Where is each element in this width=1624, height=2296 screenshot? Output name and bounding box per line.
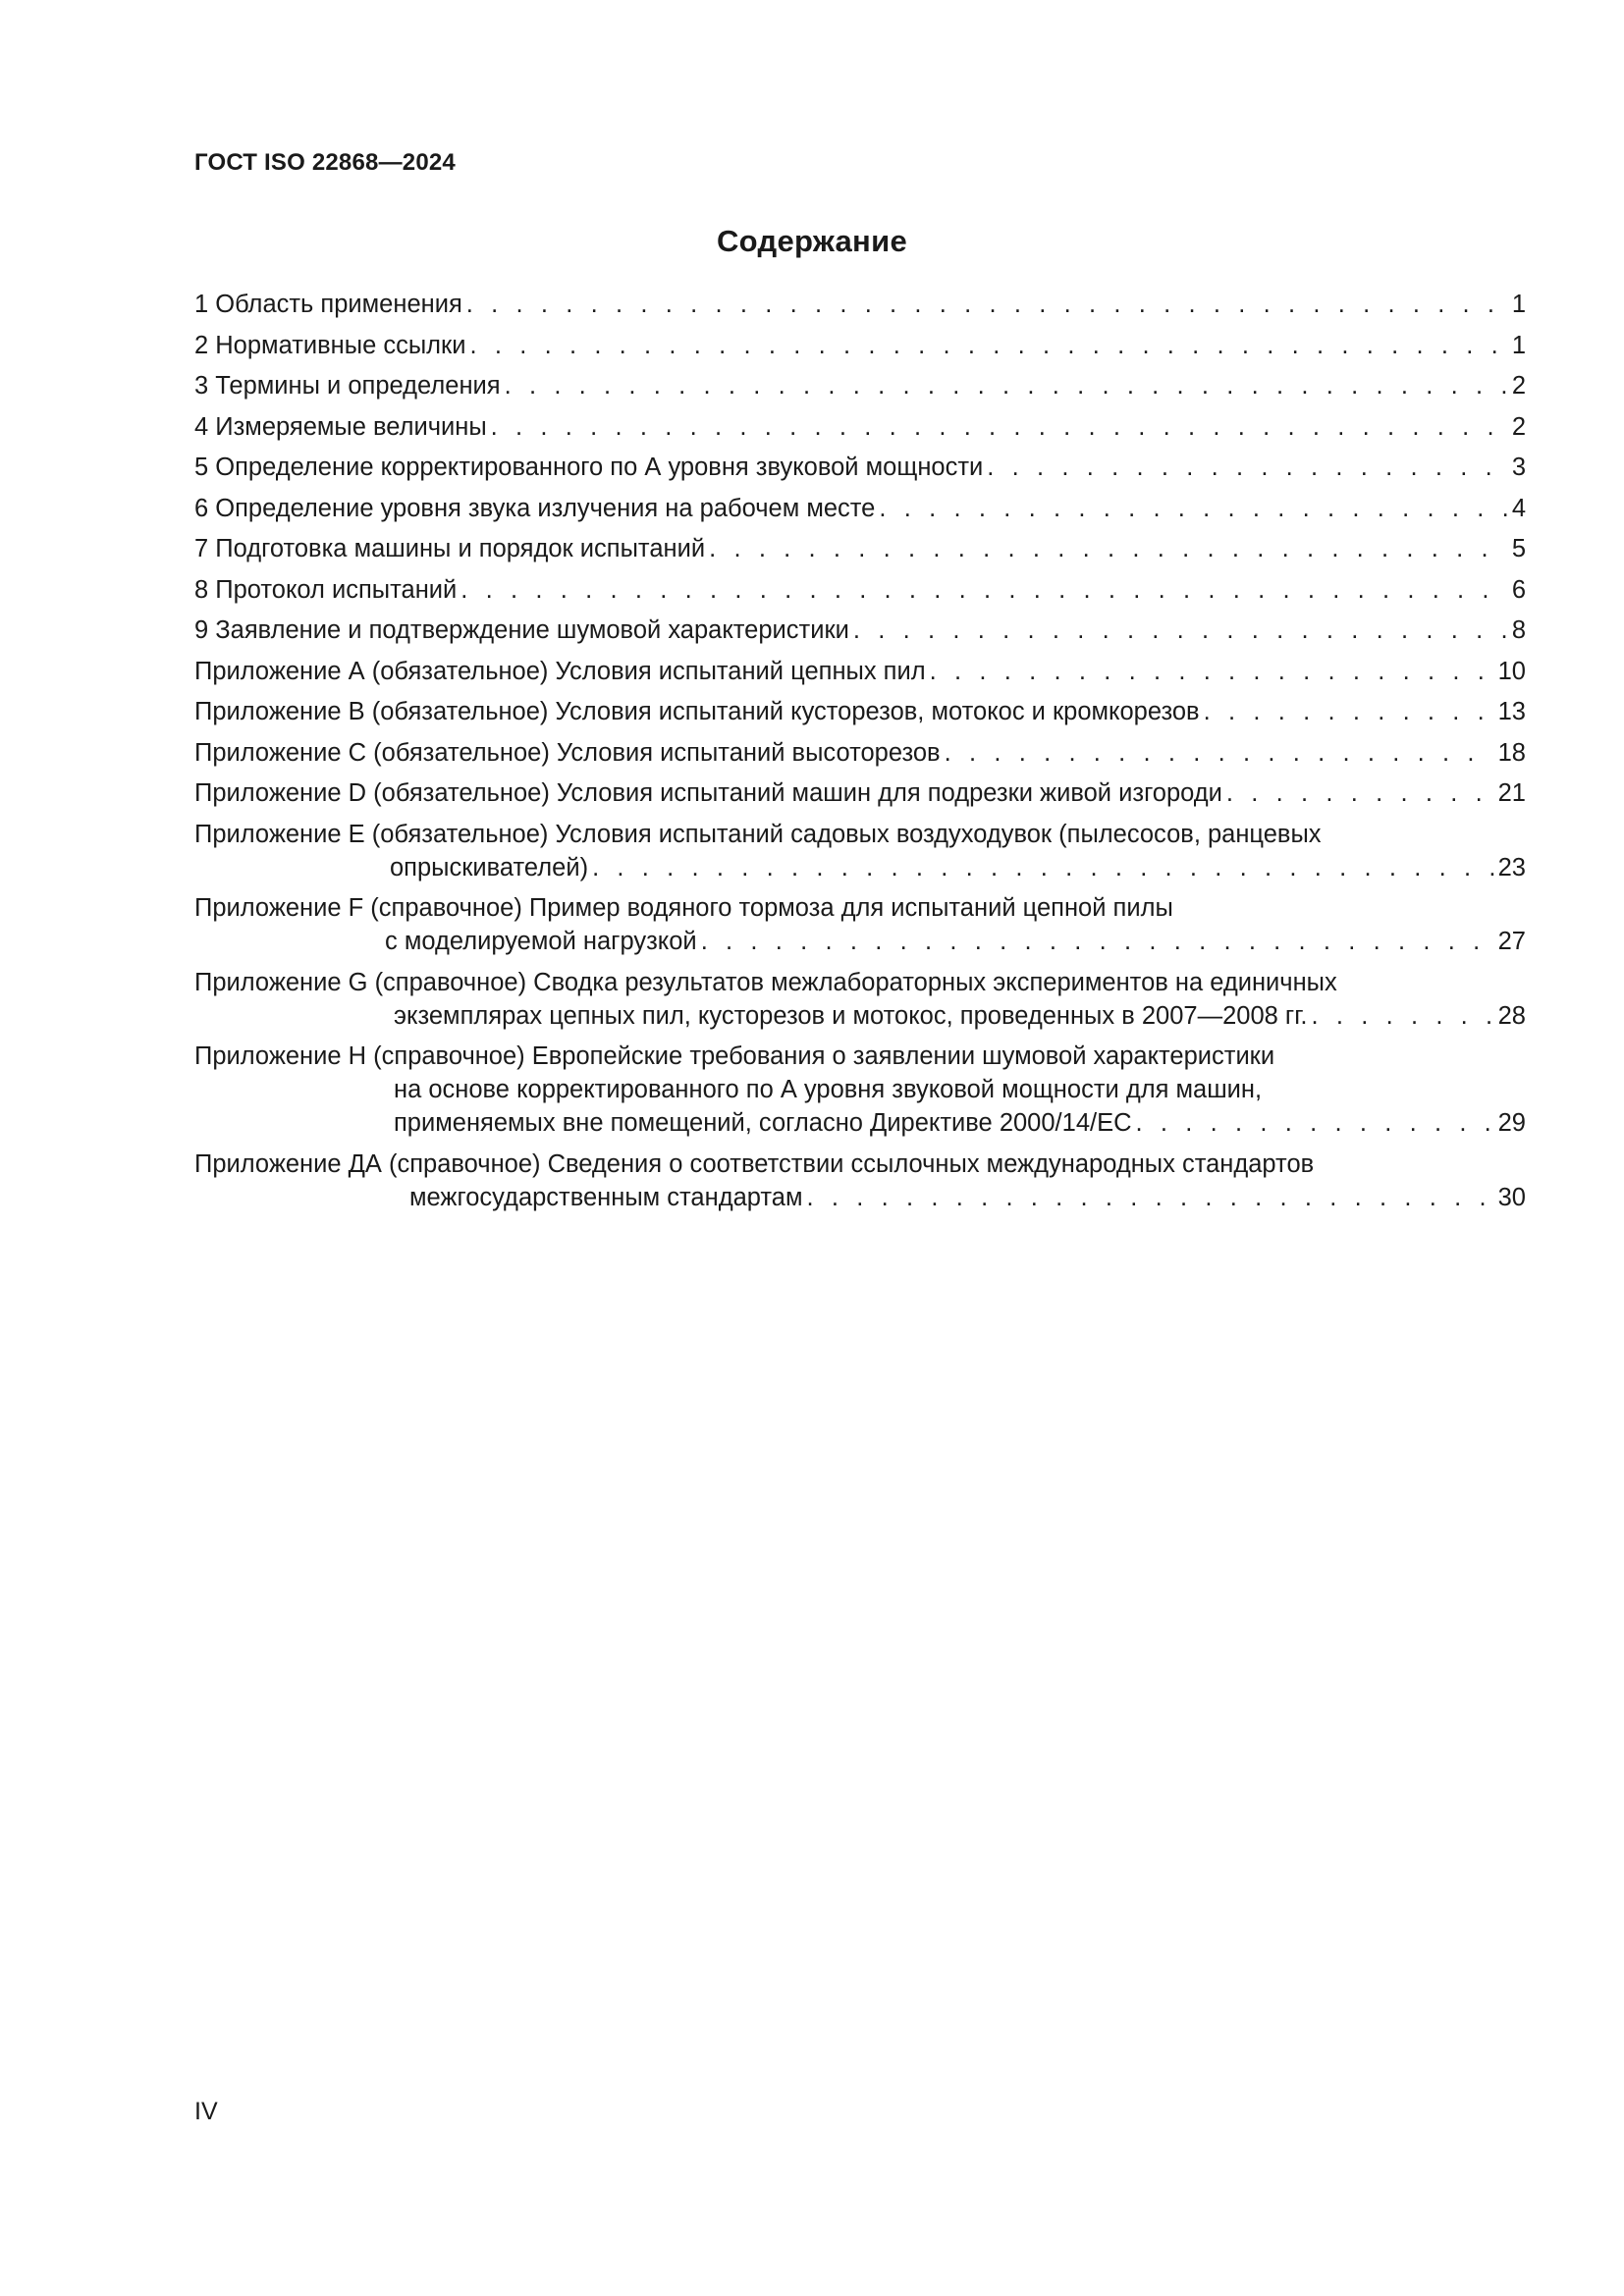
toc-entry-3[interactable] [194, 369, 1526, 410]
toc-entry-annex-a[interactable] [194, 655, 1526, 696]
toc-entry-9[interactable] [194, 614, 1526, 655]
toc-entry-annex-f[interactable] [194, 891, 1526, 958]
toc-entry-label: Приложение А (обязательное) Условия испытаний цепных пил [194, 657, 926, 685]
dot-leader [469, 329, 1507, 362]
page-number: IV [194, 2098, 218, 2125]
toc-entry-label-cont: экземплярах цепных пил, кусторезов и мотокос, проведенных в 2007—2008 гг. [394, 1001, 1308, 1030]
dot-leader [879, 492, 1507, 525]
toc-entry-label: 7 Подготовка машины и порядок испытаний [194, 535, 706, 562]
dot-leader [1311, 999, 1493, 1033]
toc-entry-annex-h[interactable] [194, 1040, 1526, 1140]
dot-leader [701, 925, 1494, 958]
dot-leader [466, 288, 1508, 321]
dot-leader [930, 655, 1494, 688]
toc-entry-page: 4 [1511, 494, 1526, 522]
toc-entry-page: 18 [1497, 738, 1526, 767]
toc-entry-label: 9 Заявление и подтверждение шумовой характеристики [194, 616, 849, 644]
toc-entry-label: 6 Определение уровня звука излучения на рабочем месте [194, 494, 876, 522]
dot-leader [460, 573, 1508, 607]
toc-entry-label: 3 Термины и определения [194, 372, 501, 400]
document-code: ГОСТ ISO 22868—2024 [194, 149, 456, 176]
toc-entry-label-cont: межгосударственным стандартам [409, 1183, 803, 1211]
toc-entry-label: Приложение G (справочное) Сводка результатов межлабораторных экспериментов на единичных [194, 968, 1337, 996]
toc-entry-label: 5 Определение корректированного по А уровня звуковой мощности [194, 454, 984, 481]
toc-entry-annex-da[interactable] [194, 1148, 1526, 1214]
dot-leader [491, 410, 1508, 444]
toc-entry-label: Приложение D (обязательное) Условия испытаний машин для подрезки живой изгороди [194, 779, 1222, 807]
toc-entry-label: Приложение ДА (справочное) Сведения о соответствии ссылочных международных стандартов [194, 1149, 1315, 1178]
toc-entry-annex-b[interactable] [194, 695, 1526, 736]
toc-entry-annex-g[interactable] [194, 966, 1526, 1033]
toc-entry-5[interactable] [194, 451, 1526, 492]
toc-entry-page: 1 [1511, 331, 1526, 359]
dot-leader [1226, 776, 1494, 810]
toc-entry-label: 8 Протокол испытаний [194, 575, 458, 604]
dot-leader [1136, 1106, 1494, 1140]
toc-entry-page: 6 [1511, 575, 1526, 604]
toc-entry-annex-d[interactable] [194, 776, 1526, 818]
toc-entry-page: 30 [1497, 1183, 1526, 1211]
toc-entry-label: Приложение В (обязательное) Условия испытаний кусторезов, мотокос и кромкорезов [194, 698, 1200, 725]
toc-entry-page: 8 [1511, 616, 1526, 644]
toc-entry-8[interactable] [194, 573, 1526, 614]
toc-entry-label: Приложение С (обязательное) Условия испытаний высоторезов [194, 738, 941, 767]
dot-leader [592, 851, 1494, 884]
toc-entry-page: 3 [1511, 454, 1526, 481]
toc-entry-label: 4 Измеряемые величины [194, 412, 487, 441]
toc-entry-label: 1 Область применения [194, 291, 462, 318]
dot-leader [987, 451, 1508, 484]
toc-entry-label: Приложение Н (справочное) Европейские требования о заявлении шумовой характеристики [194, 1042, 1275, 1070]
toc-entry-label: Приложение Е (обязательное) Условия испытаний садовых воздуходувок (пылесосов, ранцевых [194, 820, 1322, 848]
toc-entry-1[interactable] [194, 288, 1526, 329]
toc-entry-page: 23 [1497, 853, 1526, 881]
toc-entry-page: 2 [1511, 372, 1526, 400]
toc-entry-label-cont: применяемых вне помещений, согласно Директиве 2000/14/ЕС [394, 1109, 1132, 1137]
dot-leader [853, 614, 1508, 647]
dot-leader [505, 369, 1508, 402]
toc-entry-page: 10 [1497, 657, 1526, 685]
toc-entry-2[interactable] [194, 329, 1526, 370]
toc-entry-label: 2 Нормативные ссылки [194, 331, 466, 359]
toc-entry-page: 27 [1497, 928, 1526, 955]
dot-leader [709, 532, 1508, 565]
toc-entry-annex-c[interactable] [194, 736, 1526, 777]
toc-entry-7[interactable] [194, 532, 1526, 573]
toc-entry-page: 29 [1497, 1109, 1526, 1137]
toc-entry-label-cont: опрыскивателей) [390, 853, 589, 881]
toc-entry-page: 21 [1497, 779, 1526, 807]
toc-entry-label-cont: на основе корректированного по А уровня звуковой мощности для машин, [394, 1076, 1263, 1103]
dot-leader [806, 1181, 1493, 1214]
toc-entry-page: 1 [1511, 291, 1526, 318]
toc-entry-label-cont: с моделируемой нагрузкой [385, 928, 697, 955]
dot-leader [945, 736, 1494, 770]
toc-entry-page: 28 [1497, 1001, 1526, 1030]
toc-entry-page: 5 [1511, 535, 1526, 562]
table-of-contents [194, 288, 1526, 1221]
dot-leader [1204, 695, 1494, 728]
toc-entry-annex-e[interactable] [194, 818, 1526, 884]
toc-entry-4[interactable] [194, 410, 1526, 452]
toc-entry-page: 13 [1497, 698, 1526, 725]
toc-entry-page: 2 [1511, 412, 1526, 441]
toc-entry-6[interactable] [194, 492, 1526, 533]
toc-title: Содержание [717, 224, 907, 258]
toc-entry-label: Приложение F (справочное) Пример водяного тормоза для испытаний цепной пилы [194, 894, 1173, 922]
